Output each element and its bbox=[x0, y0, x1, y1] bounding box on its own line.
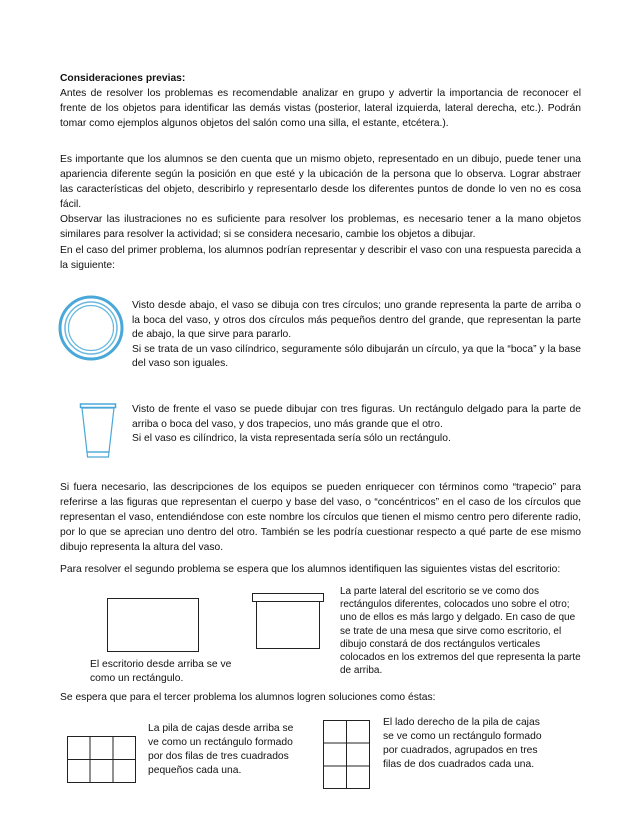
boxes-side-view-icon bbox=[323, 720, 370, 789]
glass-front-view-icon bbox=[80, 403, 116, 459]
paragraph-second-problem-text: Para resolver el segundo problema se espera que los alumnos identifiquen las siguientes vistas del escritorio: bbox=[60, 564, 561, 575]
paragraph-second-problem bbox=[60, 562, 581, 577]
glass-front-description bbox=[132, 403, 581, 447]
section-heading: Consideraciones previas: bbox=[60, 73, 186, 84]
glass-bottom-description bbox=[132, 299, 581, 372]
glass-bottom-text-1: Visto desde abajo, el vaso se dibuja con tres círculos; uno grande representa la parte de arriba o la boca del vaso, y otros dos círculos más pequeños dentro del grande, que representan la parte de abajo, la que sirve para pararlo. bbox=[132, 300, 581, 340]
boxes-side-caption: El lado derecho de la pila de cajas se ve como un rectángulo formado por cuadrados, agrupados en tres filas de dos cuadrados cada una. bbox=[383, 717, 542, 770]
desk-side-caption: La parte lateral del escritorio se ve como dos rectángulos diferentes, colocados uno sobre el otro; uno de ellos es más largo y delgado. En caso de que se trate de una mesa que sirve como escritorio, el dibujo constará de dos rectángulos verticales colocados en los extremos del que representa la parte de arriba. bbox=[340, 586, 581, 677]
desk-side-view-icon bbox=[252, 593, 324, 649]
glass-front-text-1: Visto de frente el vaso se puede dibujar con tres figuras. Un rectángulo delgado para la parte de arriba o boca del vaso, y dos trapecios, uno más grande que el otro. bbox=[132, 404, 581, 430]
paragraph-views: Antes de resolver los problemas es recomendable analizar en grupo y advertir la importancia de reconocer el frente de los objetos para identificar las demás vistas (posterior, lateral izquierda, lateral derecha, etc.). Podrán tomar como ejemplos algunos objetos del salón como una silla, el estante, etcétera.). bbox=[60, 88, 581, 129]
glass-bottom-text-2: Si se trata de un vaso cilíndrico, seguramente sólo dibujarán un círculo, ya que la “boca” y la base del vaso son iguales. bbox=[132, 343, 581, 369]
paragraph-first-problem-text: En el caso del primer problema, los alumnos podrían representar y describir el vaso con una respuesta parecida a la siguiente: bbox=[60, 245, 581, 271]
paragraph-objects: Observar las ilustraciones no es suficiente para resolver los problemas, es necesario tener a la mano objetos similares para resolver la actividad; si se considera necesario, cambie los objetos a dibujar. bbox=[60, 214, 581, 240]
desk-top-view-icon bbox=[107, 598, 199, 652]
paragraph-perspective-text: Es importante que los alumnos se den cuenta que un mismo objeto, representado en un dibujo, puede tener una apariencia diferente según la posición en que esté y la ubicación de la persona que lo observa. Lograr abstraer las características del objeto, describirlo y representarlo desde los diferentes puntos de donde lo ven no es cosa fácil. bbox=[60, 154, 581, 210]
paragraph-first-problem bbox=[60, 243, 581, 273]
glass-front-text-2: Si el vaso es cilíndrico, la vista representada sería sólo un rectángulo. bbox=[132, 433, 451, 444]
boxes-top-view-icon bbox=[67, 736, 136, 783]
intro-section bbox=[60, 71, 581, 131]
paragraph-third-problem bbox=[60, 690, 581, 705]
glass-bottom-view-icon bbox=[58, 295, 124, 361]
desk-top-caption: El escritorio desde arriba se ve como un rectángulo. bbox=[90, 659, 232, 684]
paragraph-perspective bbox=[60, 152, 581, 242]
paragraph-third-problem-text: Se espera que para el tercer problema los alumnos logren soluciones como éstas: bbox=[60, 692, 436, 703]
paragraph-terms-text: Si fuera necesario, las descripciones de los equipos se pueden enriquecer con términos como “trapecio” para referirse a las figuras que representan el cuerpo y base del vaso, o “concéntricos” en el caso de los círculos que representan el vaso, entendiéndose con este nombre los círculos que tienen el mismo centro pero diferente radio, por lo que se aprecian uno dentro del otro. También se les podría cuestionar respecto a qué parte de ese mismo dibujo representa la altura del vaso. bbox=[60, 482, 581, 553]
paragraph-terms bbox=[60, 480, 581, 555]
boxes-top-caption: La pila de cajas desde arriba se ve como un rectángulo formado por dos filas de tres cuadrados pequeños cada una. bbox=[148, 723, 294, 776]
